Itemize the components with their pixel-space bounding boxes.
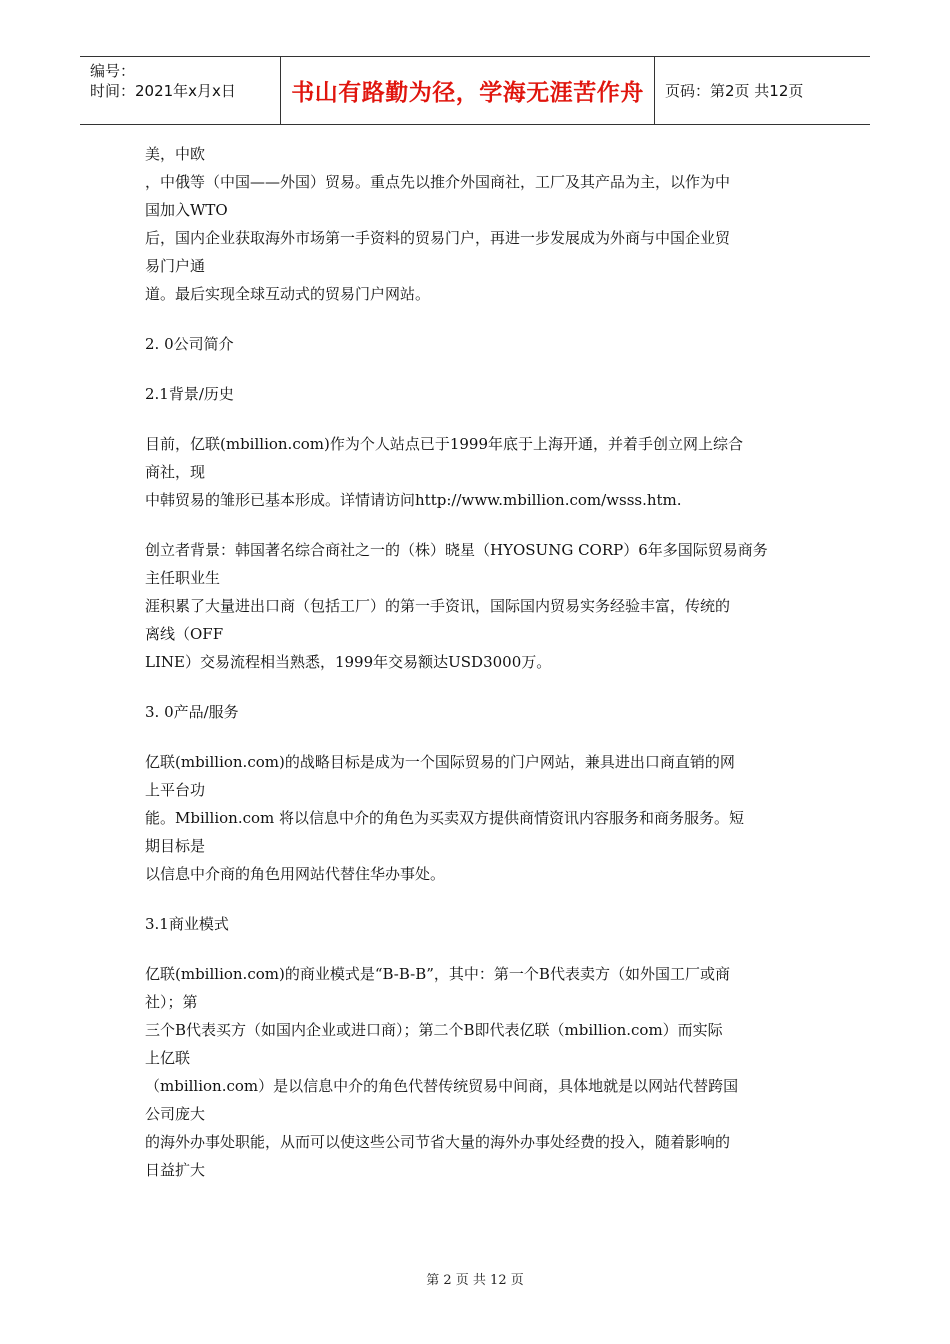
text-line: 能。Mbillion.com 将以信息中介的角色为买卖双方提供商情资讯内容服务和商务服务。短 bbox=[145, 809, 745, 827]
text-line: 3. 0产品/服务 bbox=[145, 703, 239, 721]
text-line: 社）；第 bbox=[145, 993, 198, 1011]
header-motto-cell bbox=[281, 57, 655, 124]
paragraph-spacer bbox=[145, 888, 810, 910]
paragraph-spacer bbox=[145, 308, 810, 330]
text-line: 上平台功 bbox=[145, 781, 206, 799]
text-line: 主任职业生 bbox=[145, 569, 221, 587]
text-line: LINE）交易流程相当熟悉，1999年交易额达USD3000万。 bbox=[145, 653, 552, 671]
paragraph-spacer bbox=[145, 358, 810, 380]
paragraph-spacer bbox=[145, 938, 810, 960]
document-body bbox=[145, 140, 810, 1184]
text-line: 易门户通 bbox=[145, 257, 206, 275]
header-motto: 书山有路勤为径，学海无涯苦作舟 bbox=[291, 80, 644, 106]
text-line: （mbillion.com）是以信息中介的角色代替传统贸易中间商，具体地就是以网站代替跨国 bbox=[145, 1077, 739, 1095]
paragraph-spacer bbox=[145, 676, 810, 698]
text-line: 亿联(mbillion.com)的战略目标是成为一个国际贸易的门户网站，兼具进出口商直销的网 bbox=[145, 753, 735, 771]
text-line: 中韩贸易的雏形已基本形成。详情请访问http://www.mbillion.com/wsss.htm. bbox=[145, 491, 682, 509]
paragraph-spacer bbox=[145, 514, 810, 536]
header-meta bbox=[80, 57, 281, 124]
text-line: 3.1商业模式 bbox=[145, 915, 229, 933]
text-line: 上亿联 bbox=[145, 1049, 191, 1067]
paragraph-spacer bbox=[145, 408, 810, 430]
text-line: 2.1背景/历史 bbox=[145, 385, 234, 403]
text-line: 涯积累了大量进出口商（包括工厂）的第一手资讯，国际国内贸易实务经验丰富，传统的 bbox=[145, 597, 731, 615]
text-line: 亿联(mbillion.com)的商业模式是“B-B-B”，其中：第一个B代表卖方（如外国工厂或商 bbox=[145, 965, 730, 983]
page-footer: 第 2 页 共 12 页 bbox=[426, 1273, 524, 1288]
text-line: 公司庞大 bbox=[145, 1105, 206, 1123]
text-line: 创立者背景：韩国著名综合商社之一的（株）晓星（HYOSUNG CORP）6年多国际贸易商务 bbox=[145, 541, 768, 559]
text-line: 以信息中介商的角色用网站代替住华办事处。 bbox=[145, 865, 446, 883]
text-line: ，中俄等（中国——外国）贸易。重点先以推介外国商社，工厂及其产品为主，以作为中 bbox=[145, 173, 731, 191]
header-page-info: 页码：第2页 共12页 bbox=[665, 82, 804, 100]
text-line: 期目标是 bbox=[145, 837, 206, 855]
text-line: 美，中欧 bbox=[145, 145, 206, 163]
text-line: 后，国内企业获取海外市场第一手资料的贸易门户，再进一步发展成为外商与中国企业贸 bbox=[145, 229, 731, 247]
text-line: 目前，亿联(mbillion.com)作为个人站点已于1999年底于上海开通，并着手创立网上综合 bbox=[145, 435, 744, 453]
text-line: 日益扩大 bbox=[145, 1161, 206, 1179]
text-line: 道。最后实现全球互动式的贸易门户网站。 bbox=[145, 285, 431, 303]
text-line: 离线（OFF bbox=[145, 625, 224, 643]
text-line: 国加入WTO bbox=[145, 201, 228, 219]
text-line: 三个B代表买方（如国内企业或进口商）；第二个B即代表亿联（mbillion.com）而实际 bbox=[145, 1021, 723, 1039]
document-header bbox=[80, 56, 870, 125]
time-label: 时间：2021年x月x日 bbox=[90, 82, 236, 100]
text-line: 2. 0公司简介 bbox=[145, 335, 234, 353]
text-line: 的海外办事处职能，从而可以使这些公司节省大量的海外办事处经费的投入，随着影响的 bbox=[145, 1133, 731, 1151]
number-label: 编号： bbox=[90, 62, 136, 80]
paragraph-spacer bbox=[145, 726, 810, 748]
text-line: 商社，现 bbox=[145, 463, 206, 481]
